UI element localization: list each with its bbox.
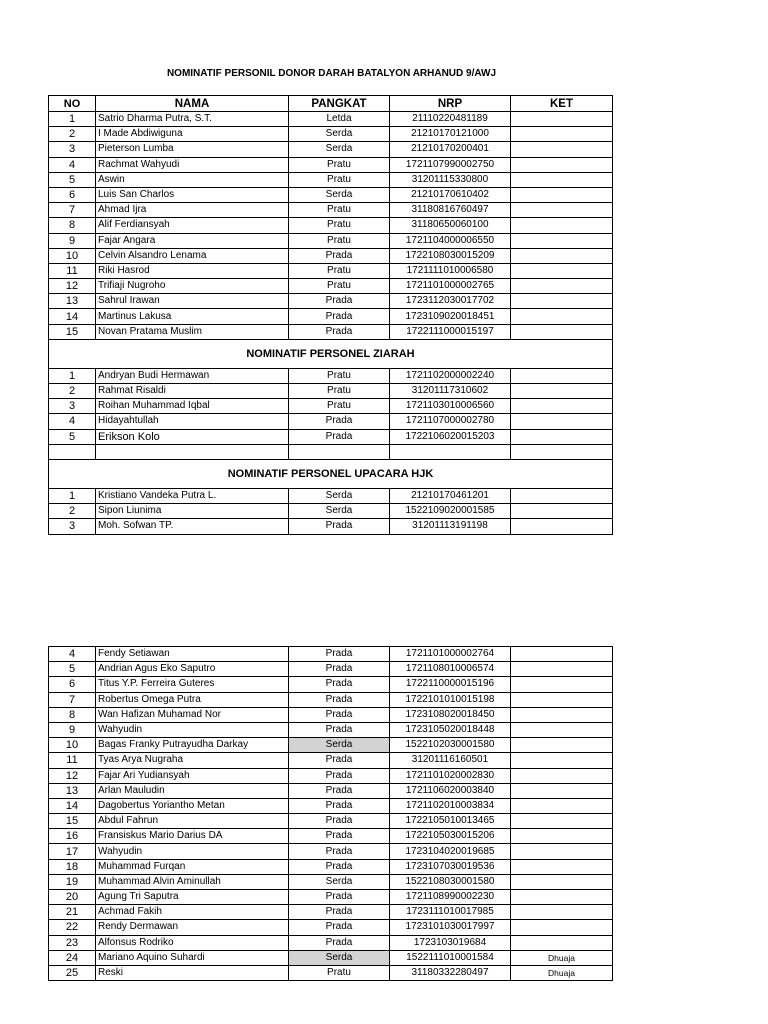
cell-pangkat: Pratu [289, 263, 390, 278]
cell-no: 5 [49, 172, 96, 187]
cell-nama: Achmad Fakih [96, 905, 289, 920]
table-row [49, 722, 613, 737]
cell-ket [511, 127, 613, 142]
cell-nrp: 1721101000002764 [390, 647, 511, 662]
table-row [49, 935, 613, 950]
cell-pangkat: Letda [289, 112, 390, 127]
cell-ket [511, 905, 613, 920]
cell-ket [511, 707, 613, 722]
table-row [49, 738, 613, 753]
cell-no: 23 [49, 935, 96, 950]
blank-row [49, 444, 613, 459]
cell-pangkat: Prada [289, 920, 390, 935]
cell-nrp: 1722105010013465 [390, 814, 511, 829]
cell-no: 9 [49, 722, 96, 737]
cell-no: 4 [49, 414, 96, 429]
cell-pangkat: Serda [289, 874, 390, 889]
cell-ket [511, 829, 613, 844]
cell-no: 1 [49, 368, 96, 383]
table-row [49, 662, 613, 677]
table-row [49, 248, 613, 263]
cell-ket [511, 263, 613, 278]
cell-pangkat: Prada [289, 324, 390, 339]
cell-no: 5 [49, 662, 96, 677]
section-row [49, 339, 613, 368]
blank-cell [511, 444, 613, 459]
cell-ket [511, 233, 613, 248]
cell-ket [511, 692, 613, 707]
cell-no: 4 [49, 647, 96, 662]
cell-nama: Rendy Dermawan [96, 920, 289, 935]
cell-no: 10 [49, 248, 96, 263]
cell-nama: Fendy Setiawan [96, 647, 289, 662]
cell-ket [511, 783, 613, 798]
cell-ket [511, 142, 613, 157]
cell-nama: Rahmat Risaldi [96, 384, 289, 399]
cell-pangkat: Pratu [289, 399, 390, 414]
cell-nrp: 1722110000015196 [390, 677, 511, 692]
table-row [49, 677, 613, 692]
cell-pangkat: Pratu [289, 218, 390, 233]
cell-no: 1 [49, 112, 96, 127]
cell-nrp: 1722108030015209 [390, 248, 511, 263]
cell-nrp: 1723109020018451 [390, 309, 511, 324]
cell-nama: Martinus Lakusa [96, 309, 289, 324]
cell-nama: Andrian Agus Eko Saputro [96, 662, 289, 677]
cell-ket [511, 187, 613, 202]
cell-nrp: 1723103019684 [390, 935, 511, 950]
table-row [49, 707, 613, 722]
cell-nrp: 1721104000006550 [390, 233, 511, 248]
cell-no: 12 [49, 768, 96, 783]
cell-nrp: 1721107000002780 [390, 414, 511, 429]
cell-pangkat: Pratu [289, 157, 390, 172]
cell-nama: Alif Ferdiansyah [96, 218, 289, 233]
cell-no: 8 [49, 218, 96, 233]
cell-nama: Luis San Charlos [96, 187, 289, 202]
table-row [49, 414, 613, 429]
table-row [49, 844, 613, 859]
ziarah-rows [49, 368, 613, 444]
cell-ket [511, 859, 613, 874]
table-row [49, 874, 613, 889]
table-row [49, 142, 613, 157]
cell-pangkat: Prada [289, 519, 390, 534]
cell-no: 11 [49, 753, 96, 768]
cell-ket [511, 519, 613, 534]
cell-ket [511, 218, 613, 233]
cell-no: 7 [49, 203, 96, 218]
cell-pangkat: Pratu [289, 233, 390, 248]
cell-nama: Tyas Arya Nugraha [96, 753, 289, 768]
cell-nama: Wahyudin [96, 844, 289, 859]
cell-no: 13 [49, 783, 96, 798]
hjk-rows [49, 488, 613, 534]
cell-ket: Dhuaja [511, 950, 613, 965]
cell-nrp: 1721102010003834 [390, 798, 511, 813]
cell-nama: Titus Y.P. Ferreira Guteres [96, 677, 289, 692]
cell-nama: Sipon Liunima [96, 504, 289, 519]
cell-nrp: 1721103010006560 [390, 399, 511, 414]
cell-pangkat: Serda [289, 488, 390, 503]
cell-nama: Rachmat Wahyudi [96, 157, 289, 172]
continuation-table [48, 646, 613, 981]
table-row [49, 127, 613, 142]
cell-pangkat: Prada [289, 722, 390, 737]
table-row [49, 829, 613, 844]
table-row [49, 920, 613, 935]
cell-nama: Bagas Franky Putrayudha Darkay [96, 738, 289, 753]
cell-ket [511, 722, 613, 737]
cell-pangkat: Pratu [289, 384, 390, 399]
cell-pangkat: Prada [289, 429, 390, 444]
cell-pangkat: Serda [289, 950, 390, 965]
cell-nama: Muhammad Furqan [96, 859, 289, 874]
cell-ket [511, 414, 613, 429]
cell-nama: Kristiano Vandeka Putra L. [96, 488, 289, 503]
table-row [49, 112, 613, 127]
table-row [49, 647, 613, 662]
cell-nrp: 1522111010001584 [390, 950, 511, 965]
table-row [49, 753, 613, 768]
cell-pangkat: Prada [289, 859, 390, 874]
cell-ket [511, 935, 613, 950]
cell-nrp: 1721101020002830 [390, 768, 511, 783]
cell-no: 9 [49, 233, 96, 248]
cell-nrp: 1723112030017702 [390, 294, 511, 309]
cell-pangkat: Prada [289, 814, 390, 829]
cell-ket [511, 384, 613, 399]
cell-no: 2 [49, 384, 96, 399]
cell-nrp: 1522102030001580 [390, 738, 511, 753]
cell-no: 3 [49, 519, 96, 534]
cell-pangkat: Prada [289, 935, 390, 950]
cell-ket [511, 647, 613, 662]
cell-no: 2 [49, 504, 96, 519]
cell-pangkat: Prada [289, 783, 390, 798]
cell-nrp: 1721108010006574 [390, 662, 511, 677]
cell-no: 6 [49, 677, 96, 692]
cell-nama: Satrio Dharma Putra, S.T. [96, 112, 289, 127]
cell-nrp: 21210170461201 [390, 488, 511, 503]
table-row [49, 172, 613, 187]
cell-no: 6 [49, 187, 96, 202]
cell-nama: Fajar Angara [96, 233, 289, 248]
cell-pangkat: Pratu [289, 279, 390, 294]
cell-no: 10 [49, 738, 96, 753]
table-row [49, 187, 613, 202]
cell-ket: Dhuaja [511, 965, 613, 980]
cell-ket [511, 309, 613, 324]
cell-nama: Andryan Budi Hermawan [96, 368, 289, 383]
cell-nrp: 1723101030017997 [390, 920, 511, 935]
cell-nama: Alfonsus Rodriko [96, 935, 289, 950]
cell-nama: Reski [96, 965, 289, 980]
cell-pangkat: Prada [289, 294, 390, 309]
cell-nama: Wahyudin [96, 722, 289, 737]
cell-ket [511, 874, 613, 889]
cell-no: 5 [49, 429, 96, 444]
blank-cell [390, 444, 511, 459]
table-row [49, 504, 613, 519]
table-row [49, 488, 613, 503]
cell-no: 3 [49, 399, 96, 414]
cell-nrp: 21210170610402 [390, 187, 511, 202]
cell-nrp: 31180650060100 [390, 218, 511, 233]
table-row [49, 950, 613, 965]
table-row [49, 399, 613, 414]
cell-nrp: 31180332280497 [390, 965, 511, 980]
cell-no: 1 [49, 488, 96, 503]
cell-nrp: 1722105030015206 [390, 829, 511, 844]
table-row [49, 324, 613, 339]
table-row [49, 157, 613, 172]
cell-nama: Riki Hasrod [96, 263, 289, 278]
cell-no: 13 [49, 294, 96, 309]
cell-ket [511, 399, 613, 414]
cell-nrp: 1522108030001580 [390, 874, 511, 889]
cell-no: 3 [49, 142, 96, 157]
cell-nama: Roihan Muhammad Iqbal [96, 399, 289, 414]
table-row [49, 294, 613, 309]
cell-nama: Sahrul Irawan [96, 294, 289, 309]
table-row [49, 429, 613, 444]
cell-ket [511, 324, 613, 339]
cell-nama: Agung Tri Saputra [96, 890, 289, 905]
table-row [49, 218, 613, 233]
cell-nrp: 1721106020003840 [390, 783, 511, 798]
cell-no: 16 [49, 829, 96, 844]
cell-nrp: 1522109020001585 [390, 504, 511, 519]
col-no: NO [49, 96, 96, 112]
blank-cell [289, 444, 390, 459]
cell-nrp: 1722106020015203 [390, 429, 511, 444]
table-row [49, 965, 613, 980]
cell-ket [511, 753, 613, 768]
header-row [49, 96, 613, 112]
table-row [49, 859, 613, 874]
table-row [49, 692, 613, 707]
hjk-section-title: NOMINATIF PERSONEL UPACARA HJK [49, 459, 613, 488]
cell-nrp: 1723111010017985 [390, 905, 511, 920]
cell-nama: Fransiskus Mario Darius DA [96, 829, 289, 844]
cell-nama: Celvin Alsandro Lenama [96, 248, 289, 263]
cell-nama: Dagobertus Yoriantho Metan [96, 798, 289, 813]
cell-no: 19 [49, 874, 96, 889]
table-row [49, 233, 613, 248]
cell-no: 21 [49, 905, 96, 920]
cell-nrp: 1721102000002240 [390, 368, 511, 383]
cell-pangkat: Prada [289, 692, 390, 707]
col-ket: KET [511, 96, 613, 112]
cell-nrp: 1722101010015198 [390, 692, 511, 707]
cell-ket [511, 814, 613, 829]
cell-nama: Erikson Kolo [96, 429, 289, 444]
cell-no: 4 [49, 157, 96, 172]
cell-no: 15 [49, 814, 96, 829]
cell-nrp: 1721101000002765 [390, 279, 511, 294]
cell-no: 24 [49, 950, 96, 965]
cell-nama: Muhammad Alvin Aminullah [96, 874, 289, 889]
cell-no: 18 [49, 859, 96, 874]
cell-nama: Abdul Fahrun [96, 814, 289, 829]
cell-pangkat: Prada [289, 248, 390, 263]
cell-nama: Moh. Sofwan TP. [96, 519, 289, 534]
cell-nama: Robertus Omega Putra [96, 692, 289, 707]
section-row [49, 459, 613, 488]
cell-ket [511, 172, 613, 187]
cell-pangkat: Prada [289, 829, 390, 844]
cell-pangkat: Pratu [289, 368, 390, 383]
cell-nama: Fajar Ari Yudiansyah [96, 768, 289, 783]
cell-nrp: 21210170200401 [390, 142, 511, 157]
cell-nrp: 31201116160501 [390, 753, 511, 768]
blank-cell [49, 444, 96, 459]
cell-ket [511, 738, 613, 753]
cell-nama: I Made Abdiwiguna [96, 127, 289, 142]
col-nama: NAMA [96, 96, 289, 112]
table-row [49, 279, 613, 294]
cell-ket [511, 920, 613, 935]
cell-ket [511, 294, 613, 309]
cell-nrp: 1723108020018450 [390, 707, 511, 722]
cell-nama: Mariano Aquino Suhardi [96, 950, 289, 965]
cell-ket [511, 844, 613, 859]
cell-nrp: 21210170121000 [390, 127, 511, 142]
donor-rows [49, 112, 613, 340]
cell-no: 7 [49, 692, 96, 707]
cell-nrp: 1723104020019685 [390, 844, 511, 859]
cell-ket [511, 157, 613, 172]
blank-cell [96, 444, 289, 459]
cell-pangkat: Prada [289, 414, 390, 429]
cell-pangkat: Prada [289, 707, 390, 722]
cell-no: 25 [49, 965, 96, 980]
cell-ket [511, 248, 613, 263]
cell-ket [511, 662, 613, 677]
cell-nrp: 31180816760497 [390, 203, 511, 218]
cell-pangkat: Serda [289, 504, 390, 519]
cell-pangkat: Serda [289, 142, 390, 157]
cell-pangkat: Pratu [289, 172, 390, 187]
table-row [49, 368, 613, 383]
cell-pangkat: Pratu [289, 203, 390, 218]
cell-pangkat: Prada [289, 768, 390, 783]
cell-pangkat: Prada [289, 647, 390, 662]
main-table [48, 95, 613, 535]
col-pangkat: PANGKAT [289, 96, 390, 112]
cell-no: 8 [49, 707, 96, 722]
cell-nama: Wan Hafizan Muhamad Nor [96, 707, 289, 722]
hjk-continued-rows [49, 647, 613, 981]
cell-pangkat: Serda [289, 738, 390, 753]
col-nrp: NRP [390, 96, 511, 112]
cell-ket [511, 798, 613, 813]
table-row [49, 798, 613, 813]
table-row [49, 783, 613, 798]
cell-ket [511, 368, 613, 383]
cell-ket [511, 203, 613, 218]
table-row [49, 384, 613, 399]
cell-no: 14 [49, 309, 96, 324]
cell-pangkat: Prada [289, 798, 390, 813]
cell-nama: Arlan Mauludin [96, 783, 289, 798]
document-title: NOMINATIF PERSONIL DONOR DARAH BATALYON ARHANUD 9/AWJ [166, 68, 497, 79]
cell-nrp: 31201113191198 [390, 519, 511, 534]
cell-no: 14 [49, 798, 96, 813]
cell-no: 2 [49, 127, 96, 142]
table-row [49, 814, 613, 829]
cell-no: 22 [49, 920, 96, 935]
table-row [49, 890, 613, 905]
cell-nama: Aswin [96, 172, 289, 187]
cell-nrp: 1721107990002750 [390, 157, 511, 172]
cell-pangkat: Prada [289, 309, 390, 324]
cell-pangkat: Pratu [289, 965, 390, 980]
table-row [49, 263, 613, 278]
cell-no: 12 [49, 279, 96, 294]
cell-nrp: 31201117310602 [390, 384, 511, 399]
table-row [49, 309, 613, 324]
cell-pangkat: Prada [289, 753, 390, 768]
table-row [49, 905, 613, 920]
cell-nrp: 1721108990002230 [390, 890, 511, 905]
cell-nama: Trifiaji Nugroho [96, 279, 289, 294]
cell-nama: Pieterson Lumba [96, 142, 289, 157]
cell-ket [511, 488, 613, 503]
cell-pangkat: Prada [289, 662, 390, 677]
cell-ket [511, 768, 613, 783]
cell-nrp: 1721111010006580 [390, 263, 511, 278]
cell-pangkat: Serda [289, 127, 390, 142]
ziarah-section-title: NOMINATIF PERSONEL ZIARAH [49, 339, 613, 368]
cell-no: 11 [49, 263, 96, 278]
cell-pangkat: Prada [289, 844, 390, 859]
cell-ket [511, 677, 613, 692]
cell-nama: Novan Pratama Muslim [96, 324, 289, 339]
cell-nrp: 1723105020018448 [390, 722, 511, 737]
cell-no: 20 [49, 890, 96, 905]
cell-nrp: 21110220481189 [390, 112, 511, 127]
cell-nrp: 31201115330800 [390, 172, 511, 187]
cell-pangkat: Prada [289, 890, 390, 905]
cell-nrp: 1723107030019536 [390, 859, 511, 874]
cell-no: 15 [49, 324, 96, 339]
cell-ket [511, 279, 613, 294]
cell-pangkat: Prada [289, 905, 390, 920]
cell-ket [511, 112, 613, 127]
cell-nrp: 1722111000015197 [390, 324, 511, 339]
cell-nama: Hidayahtullah [96, 414, 289, 429]
cell-ket [511, 504, 613, 519]
cell-ket [511, 890, 613, 905]
cell-pangkat: Prada [289, 677, 390, 692]
cell-ket [511, 429, 613, 444]
table-row [49, 203, 613, 218]
table-row [49, 519, 613, 534]
cell-no: 17 [49, 844, 96, 859]
table-row [49, 768, 613, 783]
cell-nama: Ahmad Ijra [96, 203, 289, 218]
cell-pangkat: Serda [289, 187, 390, 202]
